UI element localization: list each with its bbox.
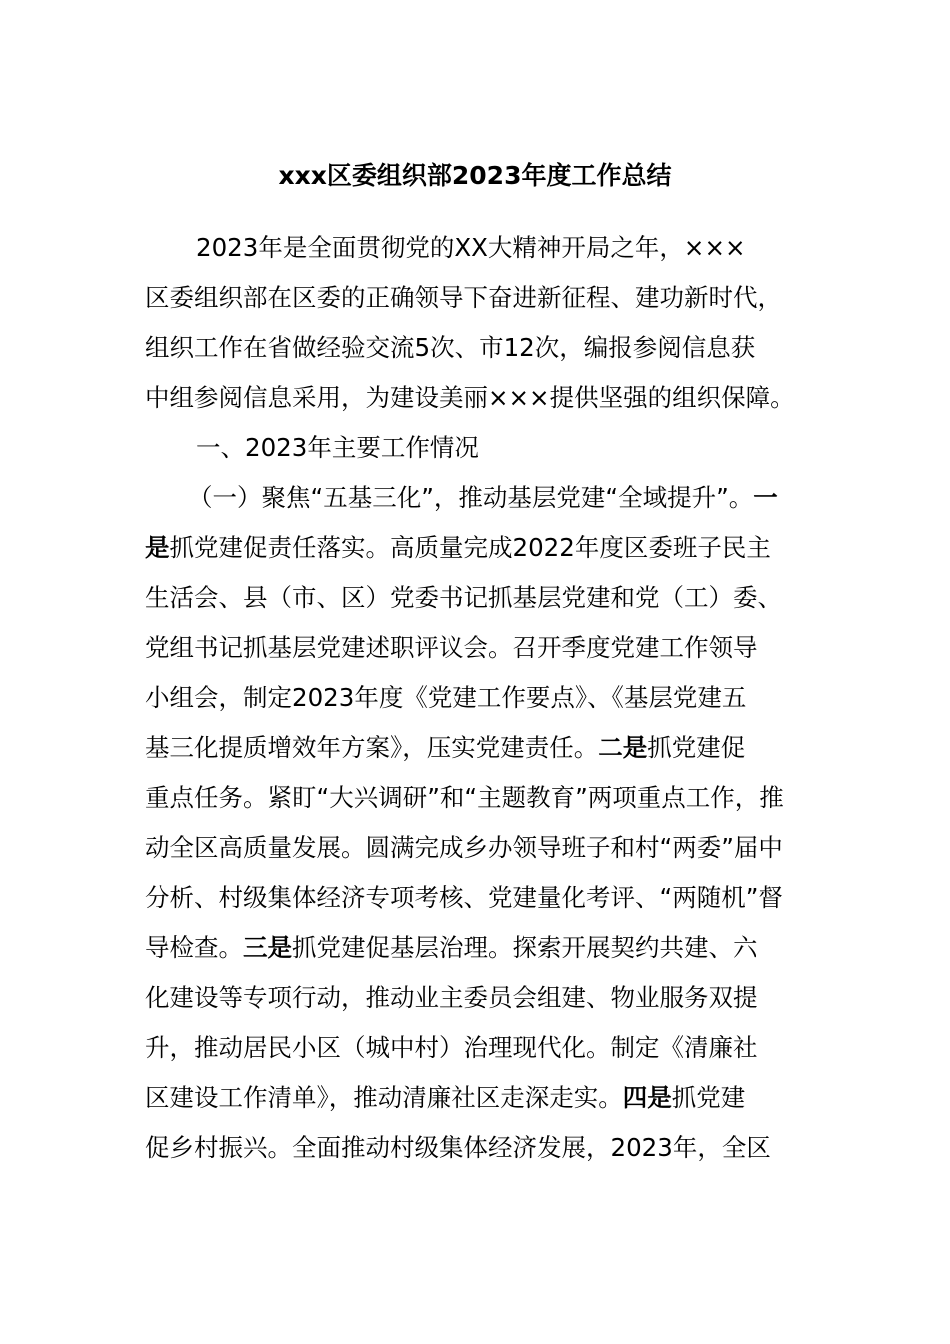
paragraph-line: [145, 631, 758, 665]
document-title: xxx区委组织部2023年度工作总结: [278, 161, 672, 190]
text-run: 抓党建促责任落实。高质量完成2022年度区委班子民主: [169, 533, 771, 562]
paragraph-line: [145, 1131, 771, 1165]
paragraph-line: [145, 931, 758, 965]
paragraph-line: [145, 831, 783, 865]
paragraph-line: [145, 1081, 745, 1115]
section-heading: [196, 431, 479, 465]
text-run: 党组书记抓基层党建述职评议会。召开季度党建工作领导: [145, 633, 758, 662]
text-run: 基三化提质增效年方案》，压实党建责任。: [145, 733, 599, 762]
text-run: 导检查。: [145, 933, 243, 962]
paragraph-line: [145, 981, 758, 1015]
bold-text-run: 二是: [598, 733, 648, 762]
text-run: 区委组织部在区委的正确领导下奋进新征程、建功新时代，: [145, 283, 782, 312]
text-run: 生活会、县（市、区）党委书记抓基层党建和党（工）委、: [145, 583, 782, 612]
bold-text-run: 是: [145, 533, 170, 562]
paragraph-line: [145, 1031, 758, 1065]
paragraph-line: [145, 331, 755, 365]
text-run: 小组会，制定2023年度《党建工作要点》、《基层党建五: [145, 683, 747, 712]
text-run: （一）聚焦“五基三化”，推动基层党建“全域提升”。: [188, 483, 754, 512]
paragraph-line: [145, 881, 783, 915]
text-run: 一、2023年主要工作情况: [196, 433, 479, 462]
paragraph-line: [145, 281, 782, 315]
text-run: 抓党建: [671, 1083, 746, 1112]
text-run: 组织工作在省做经验交流5次、市12次，编报参阅信息获: [145, 333, 756, 362]
paragraph-line: [196, 231, 746, 265]
paragraph-line: [145, 381, 795, 415]
text-run: 抓党建促基层治理。探索开展契约共建、六: [292, 933, 758, 962]
bold-text-run: 三是: [243, 933, 292, 962]
text-run: 抓党建促: [647, 733, 746, 762]
text-run: 分析、村级集体经济专项考核、党建量化考评、“两随机”督: [145, 883, 783, 912]
bold-text-run: 一: [753, 483, 778, 512]
paragraph-line: [145, 681, 746, 715]
text-run: 动全区高质量发展。圆满完成乡办领导班子和村“两委”届中: [145, 833, 783, 862]
paragraph-line: [145, 531, 771, 565]
text-run: 区建设工作清单》，推动清廉社区走深走实。: [145, 1083, 623, 1112]
paragraph-line: [145, 581, 782, 615]
paragraph-line: [145, 731, 745, 765]
paragraph-line: [145, 781, 784, 815]
text-run: 2023年是全面贯彻党的XX大精神开局之年，×××: [196, 233, 746, 262]
text-run: 中组参阅信息采用，为建设美丽×××提供坚强的组织保障。: [145, 383, 795, 412]
text-run: 化建设等专项行动，推动业主委员会组建、物业服务双提: [145, 983, 758, 1012]
subsection-heading: [188, 481, 778, 515]
text-run: 促乡村振兴。全面推动村级集体经济发展，2023年，全区: [145, 1133, 771, 1162]
bold-text-run: 四是: [622, 1083, 672, 1112]
text-run: 重点任务。紧盯“大兴调研”和“主题教育”两项重点工作，推: [145, 783, 784, 812]
text-run: 升，推动居民小区（城中村）治理现代化。制定《清廉社: [145, 1033, 758, 1062]
